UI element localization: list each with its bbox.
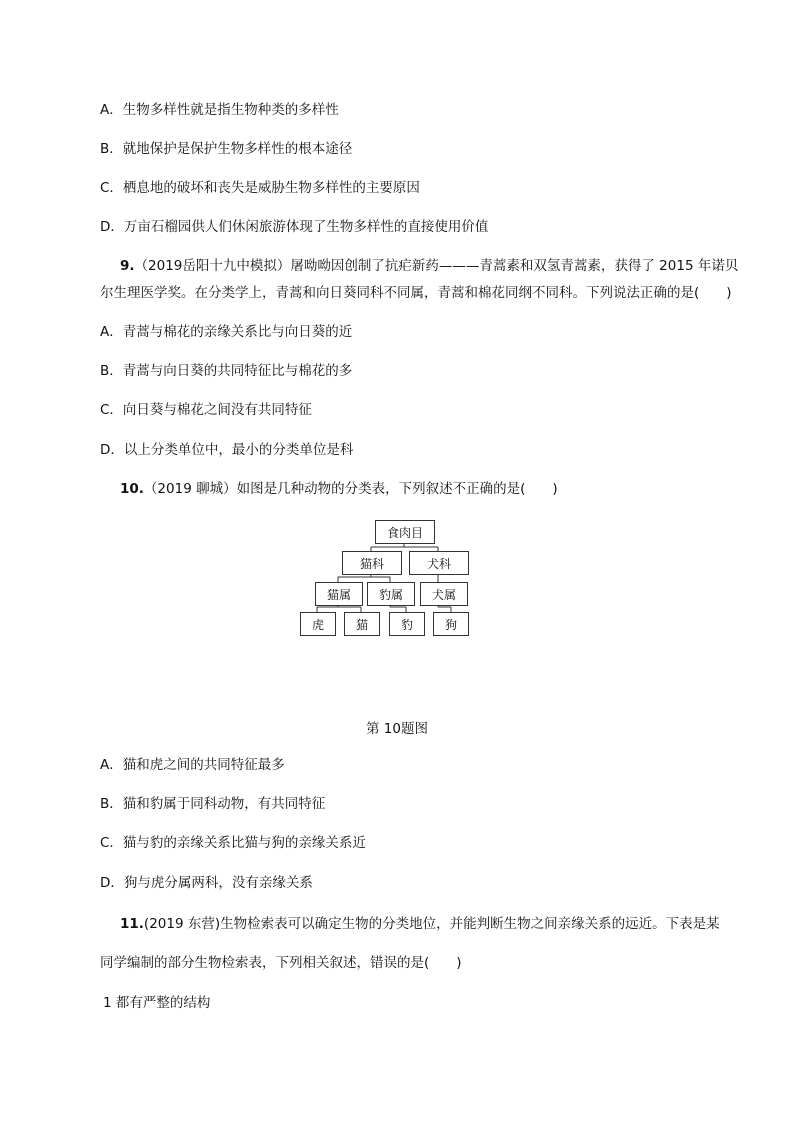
- diagram-node-species-leopard: 豹: [389, 612, 425, 636]
- q9-option-c: C．向日葵与棉花之间没有共同特征: [100, 402, 312, 418]
- q11-number: 11.: [120, 916, 144, 932]
- q10-figure-caption: 第 10题图: [366, 721, 428, 737]
- q8-option-c: C．栖息地的破坏和丧失是威胁生物多样性的主要原因: [100, 180, 420, 196]
- q8-option-a: A．生物多样性就是指生物种类的多样性: [100, 102, 339, 118]
- q9-option-a: A．青蒿与棉花的亲缘关系比与向日葵的近: [100, 324, 353, 340]
- q10-option-c: C．猫与豹的亲缘关系比猫与狗的亲缘关系近: [100, 835, 366, 851]
- diagram-node-genus-cat: 猫属: [315, 582, 363, 606]
- q10-number: 10.: [120, 481, 144, 497]
- diagram-node-species-tiger: 虎: [300, 612, 336, 636]
- q9-option-d: D．以上分类单位中，最小的分类单位是科: [100, 442, 354, 458]
- q10-stem-text: （2019 聊城）如图是几种动物的分类表，下列叙述不正确的是( ): [143, 481, 558, 497]
- q9-stem-text: （2019岳阳十九中模拟）屠呦呦因创制了抗疟新药———青蒿素和双氢青蒿素，获得了 2015 年诺贝: [134, 258, 739, 274]
- q10-stem: [120, 480, 558, 498]
- q10-option-d: D．狗与虎分属两科，没有亲缘关系: [100, 875, 313, 891]
- q8-option-b: B．就地保护是保护生物多样性的根本途径: [100, 141, 353, 157]
- q10-option-b: B．猫和豹属于同科动物，有共同特征: [100, 796, 326, 812]
- diagram-node-family-dog: 犬科: [409, 551, 469, 575]
- diagram-node-genus-leopard: 豹属: [367, 582, 415, 606]
- q9-option-b: B．青蒿与向日葵的共同特征比与棉花的多: [100, 363, 353, 379]
- q11-stem-text: (2019 东营)生物检索表可以确定生物的分类地位，并能判断生物之间亲缘关系的远近。下表是某: [143, 916, 720, 932]
- q11-stem-line2: 同学编制的部分生物检索表，下列相关叙述，错误的是( ): [100, 955, 462, 971]
- diagram-node-species-dog: 狗: [433, 612, 469, 636]
- q9-stem-line1: [120, 257, 738, 275]
- diagram-node-family-cat: 猫科: [342, 551, 402, 575]
- q11-stem-line1: [120, 915, 720, 933]
- diagram-node-order: 食肉目: [375, 520, 435, 544]
- diagram-node-genus-dog: 犬属: [420, 582, 468, 606]
- q9-stem-line2: 尔生理医学奖。在分类学上，青蒿和向日葵同科不同属，青蒿和棉花同纲不同科。下列说法正确的是( ): [100, 285, 732, 301]
- diagram-node-species-cat: 猫: [344, 612, 380, 636]
- q11-key-line1: 1 都有严整的结构: [103, 995, 211, 1011]
- q9-number: 9.: [120, 258, 135, 274]
- q8-option-d: D．万亩石榴园供人们休闲旅游体现了生物多样性的直接使用价值: [100, 219, 489, 235]
- q10-option-a: A．猫和虎之间的共同特征最多: [100, 757, 285, 773]
